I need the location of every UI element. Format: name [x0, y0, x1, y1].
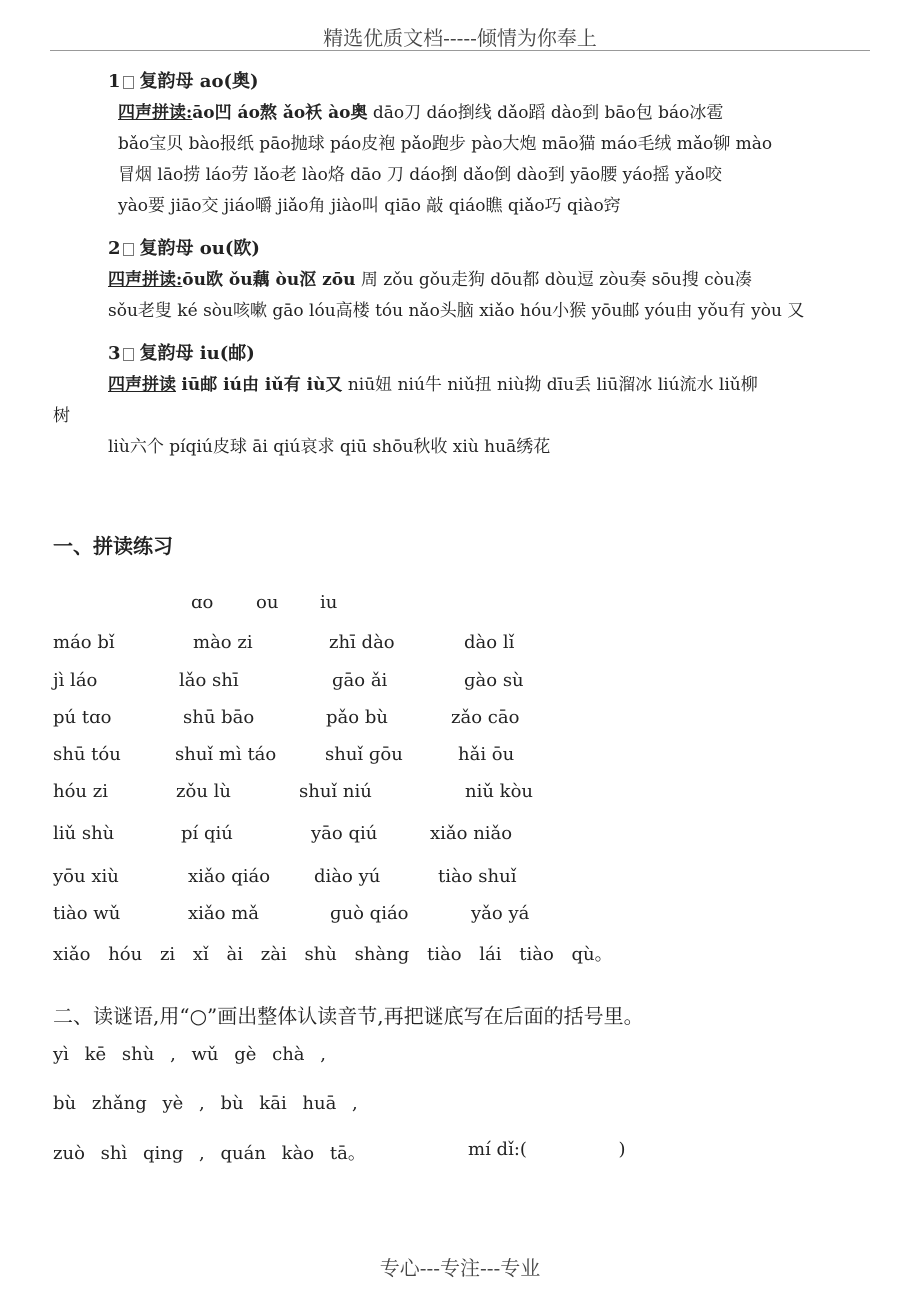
practice-word: mào zi [193, 632, 253, 653]
practice-word: zhī dào [329, 632, 395, 653]
practice-word: liǔ shù [53, 823, 115, 844]
word-line: dāo刀 dáo捯线 dǎo蹈 dào到 bāo包 báo冰雹 [372, 103, 724, 123]
practice-sentence-text: xiǎo hóu zi xǐ ài zài shù shàng tiào lái tiào qù。 [53, 944, 613, 965]
practice-sentence [53, 940, 853, 966]
exercise2-title: 二、读谜语,用“○”画出整体认读音节,再把谜底写在后面的括号里。 [53, 1004, 644, 1028]
practice-row [53, 744, 853, 770]
four-tone-examples: ōu欧 ǒu藕 òu沤 zōu [182, 270, 356, 290]
word-line: bǎo宝贝 bào报纸 pāo抛球 páo皮袍 pǎo跑步 pào大炮 māo猫 máo毛绒 mǎo铆 mào [118, 134, 773, 154]
section-number: 1 [108, 71, 121, 92]
riddle-line: bù zhǎng yè , bù kāi huā , [53, 1093, 358, 1114]
practice-row [53, 823, 853, 849]
practice-word: ɡuò qiáo [330, 903, 409, 924]
missing-glyph-box [123, 76, 134, 89]
four-tone-label: 四声拼读: [118, 103, 193, 123]
practice-row [53, 670, 853, 696]
practice-word: zǎo cāo [451, 707, 520, 728]
section-iu [53, 338, 878, 463]
practice-word: niǔ kòu [465, 781, 534, 802]
missing-glyph-box [123, 243, 134, 256]
header-divider [50, 50, 870, 51]
section-number: 3 [108, 343, 121, 364]
word-line: 冒烟 lāo捞 láo劳 lǎo老 lào烙 dāo 刀 dáo捯 dǎo倒 dào到 yāo腰 yáo摇 yǎo咬 [118, 165, 723, 185]
practice-word: jì láo [53, 670, 98, 691]
practice-word: shū bāo [183, 707, 255, 728]
practice-row [53, 707, 853, 733]
page-footer: 专心---专注---专业 [379, 1256, 541, 1280]
practice-word: pǎo bù [326, 707, 388, 728]
practice-word: lǎo shī [179, 670, 239, 691]
practice-row [53, 903, 853, 929]
practice-word: hóu zi [53, 781, 108, 802]
practice-word: shū tóu [53, 744, 121, 765]
word-line: sǒu老叟 ké sòu咳嗽 gāo lóu高楼 tóu nǎo头脑 xiǎo hóu小猴 yōu邮 yóu由 yǒu有 yòu 又 [108, 301, 805, 321]
exercise1-title: 一、拼读练习 [53, 534, 173, 558]
practice-word: pú tɑo [53, 707, 112, 728]
four-tone-label: 四声拼读 [108, 375, 176, 395]
practice-word: shuǐ mì táo [175, 744, 277, 765]
riddle-answer: mí dǐ:( ) [468, 1139, 626, 1160]
practice-word: máo bǐ [53, 632, 115, 653]
practice-word: yāo qiú [311, 823, 378, 844]
practice-word: ɡāo ǎi [332, 670, 388, 691]
word-line: liù六个 píqiú皮球 āi qiú哀求 qiū shōu秋收 xiù huā绣花 [108, 437, 551, 457]
practice-word: ɡào sù [464, 670, 524, 691]
section-ao [108, 66, 878, 222]
section-title: 复韵母 ao(奥) [139, 71, 259, 92]
practice-word: tiào wǔ [53, 903, 121, 924]
section-title: 复韵母 ou(欧) [139, 238, 260, 259]
riddle-line: yì kē shù , wǔ gè chà , [53, 1044, 326, 1065]
vowel: iu [320, 592, 338, 613]
practice-word: yǎo yá [471, 903, 530, 924]
practice-word: pí qiú [181, 823, 233, 844]
word-line: 周 zǒu gǒu走狗 dōu都 dòu逗 zòu奏 sōu搜 còu凑 [360, 270, 752, 290]
practice-word: shuǐ niú [299, 781, 372, 802]
vowel-row [53, 592, 853, 618]
practice-word: tiào shuǐ [438, 866, 517, 887]
practice-word: yōu xiù [53, 866, 119, 887]
practice-word: hǎi ōu [458, 744, 515, 765]
practice-word: diào yú [314, 866, 381, 887]
practice-word: shuǐ ɡōu [325, 744, 403, 765]
practice-row [53, 632, 853, 658]
section-ou [108, 233, 878, 327]
page-header: 精选优质文档-----倾情为你奉上 [323, 26, 597, 50]
practice-row [53, 781, 853, 807]
practice-word: xiǎo qiáo [188, 866, 271, 887]
word-line: niū妞 niú牛 niǔ扭 niù拗 dīu丢 liū溜冰 liú流水 liǔ柳 [347, 375, 758, 395]
section-title: 复韵母 iu(邮) [139, 343, 255, 364]
riddle-line: zuò shì qing , quán kào tā。 [53, 1143, 366, 1164]
practice-word: dào lǐ [464, 632, 515, 653]
word-line: yào要 jiāo交 jiáo嚼 jiǎo角 jiào叫 qiāo 敲 qiáo瞧 qiǎo巧 qiào窍 [118, 196, 621, 216]
vowel: ou [256, 592, 279, 613]
word-line: 树 [53, 406, 70, 426]
vowel: ɑo [191, 592, 214, 613]
four-tone-label: 四声拼读: [108, 270, 183, 290]
missing-glyph-box [123, 348, 134, 361]
four-tone-examples: āo凹 áo熬 ǎo袄 ào奥 [192, 103, 368, 123]
section-number: 2 [108, 238, 121, 259]
practice-word: xiǎo niǎo [430, 823, 513, 844]
practice-row [53, 866, 853, 892]
practice-word: zǒu lù [176, 781, 231, 802]
practice-word: xiǎo mǎ [188, 903, 259, 924]
four-tone-examples: iū邮 iú由 iǔ有 iù又 [181, 375, 343, 395]
